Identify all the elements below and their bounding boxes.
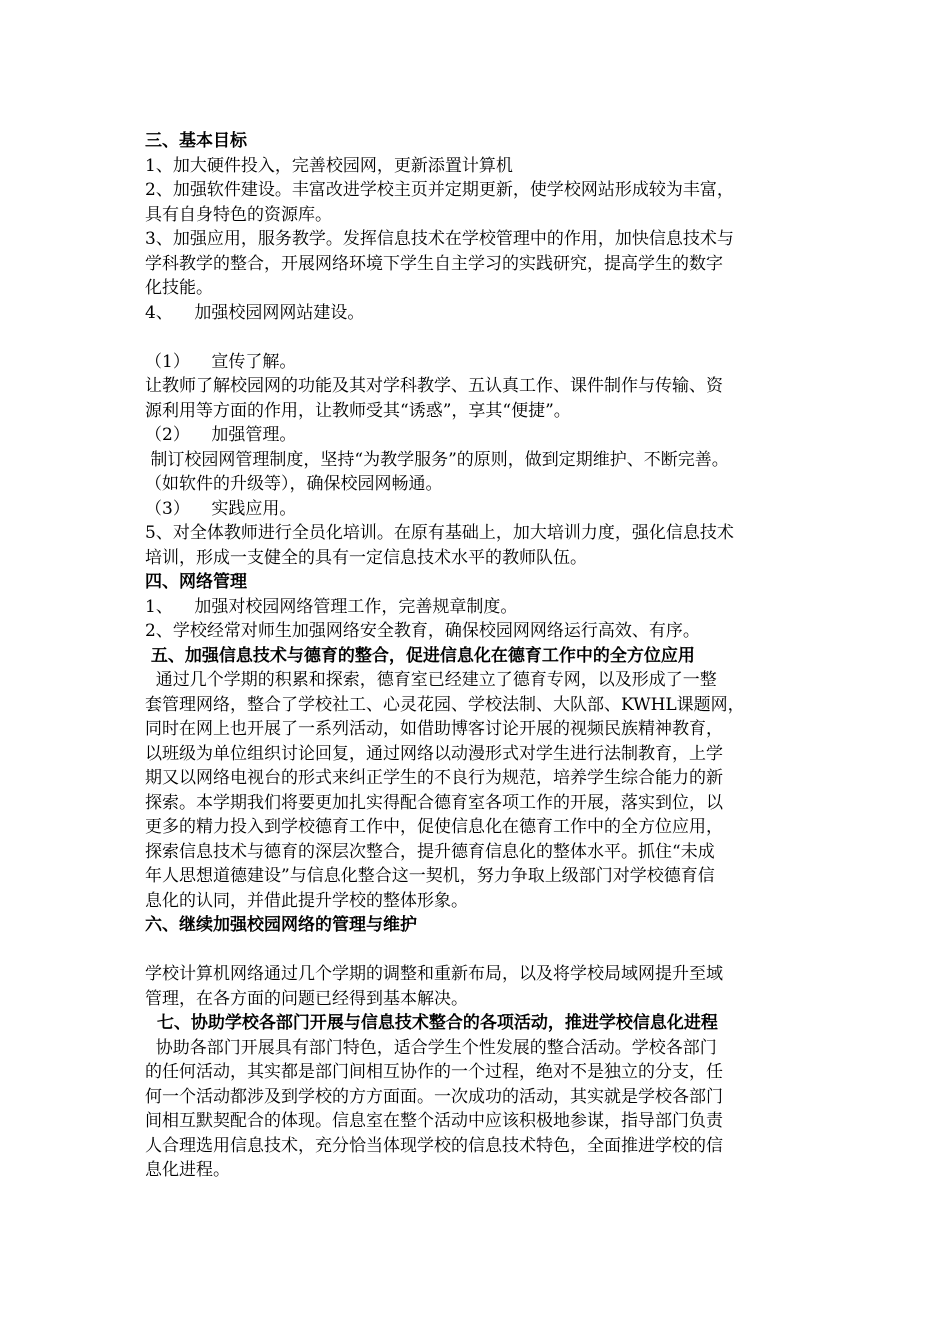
blank-line (145, 938, 825, 963)
section-3-sub-2-text-line-1: 制订校园网管理制度，坚持“为教学服务”的原则，做到定期维护、不断完善。 (145, 449, 729, 470)
section-3-item-5-line-2: 培训，形成一支健全的具有一定信息技术水平的教师队伍。 (145, 547, 587, 568)
section-3-sub-3: （3） 实践应用。 (145, 498, 297, 519)
section-3-heading: 三、基本目标 (145, 131, 247, 151)
section-7-line: 的任何活动，其实都是部门间相互协作的一个过程，绝对不是独立的分支，任 (145, 1062, 723, 1082)
section-3-sub-1-text-line-1: 让教师了解校园网的功能及其对学科教学、五认真工作、课件制作与传输、资 (145, 376, 723, 396)
section-3-item-3-line-2: 学科教学的整合，开展网络环境下学生自主学习的实践研究，提高学生的数字 (145, 253, 723, 274)
section-6-line-2: 管理，在各方面的问题已经得到基本解决。 (145, 988, 468, 1009)
section-4-heading: 四、网络管理 (145, 572, 247, 592)
section-4-item-2: 2、学校经常对师生加强网络安全教育，确保校园网网络运行高效、有序。 (145, 621, 700, 641)
section-5-line: 同时在网上也开展了一系列活动，如借助博客讨论开展的视频民族精神教育， (145, 719, 723, 739)
section-6-line-1: 学校计算机网络通过几个学期的调整和重新布局，以及将学校局域网提升至域 (145, 964, 723, 984)
section-3-sub-2: （2） 加强管理。 (145, 425, 297, 445)
blank-line (145, 325, 825, 350)
section-3-item-1: 1、加大硬件投入，完善校园网，更新添置计算机 (145, 155, 513, 176)
section-5-line: 息化的认同，并借此提升学校的整体形象。 (145, 890, 468, 911)
section-5-heading: 五、加强信息技术与德育的整合，促进信息化在德育工作中的全方位应用 (145, 645, 695, 666)
section-7-line: 何一个活动都涉及到学校的方方面面。一次成功的活动，其实就是学校各部门 (145, 1086, 723, 1107)
section-7-line: 人合理选用信息技术，充分恰当体现学校的信息技术特色，全面推进学校的信 (145, 1135, 723, 1156)
section-5-line: 通过几个学期的积累和探索，德育室已经建立了德育专网，以及形成了一整 (145, 670, 717, 690)
section-3-item-3-line-3: 化技能。 (145, 278, 213, 298)
section-3-sub-1-text-line-2: 源利用等方面的作用，让教师受其“诱惑”，享其“便捷”。 (145, 400, 571, 421)
section-7-line: 协助各部门开展具有部门特色，适合学生个性发展的整合活动。学校各部门 (145, 1037, 717, 1058)
document-page (145, 129, 825, 1183)
section-3-item-4: 4、 加强校园网网站建设。 (145, 302, 365, 323)
section-3-item-5-line-1: 5、对全体教师进行全员化培训。在原有基础上，加大培训力度，强化信息技术 (145, 523, 734, 543)
section-7-heading: 七、协助学校各部门开展与信息技术整合的各项活动，推进学校信息化进程 (145, 1013, 718, 1033)
section-5-line: 年人思想道德建设”与信息化整合这一契机，努力争取上级部门对学校德育信 (145, 866, 715, 886)
section-6-heading: 六、继续加强校园网络的管理与维护 (145, 915, 417, 935)
section-5-line: 期又以网络电视台的形式来纠正学生的不良行为规范，培养学生综合能力的新 (145, 768, 723, 788)
section-5-line: 套管理网络，整合了学校社工、心灵花园、学校法制、大队部、KWHL课题网， (145, 694, 745, 715)
section-3-item-3-line-1: 3、加强应用，服务教学。发挥信息技术在学校管理中的作用，加快信息技术与 (145, 229, 734, 249)
section-3-sub-1: （1） 宣传了解。 (145, 351, 297, 372)
section-3-item-2-line-2: 具有自身特色的资源库。 (145, 204, 332, 225)
section-3-sub-2-text-line-2: （如软件的升级等），确保校园网畅通。 (145, 474, 443, 494)
section-5-line: 以班级为单位组织讨论回复，通过网络以动漫形式对学生进行法制教育，上学 (145, 743, 723, 764)
section-4-item-1: 1、 加强对校园网络管理工作，完善规章制度。 (145, 596, 518, 617)
section-5-line: 探索信息技术与德育的深层次整合，提升德育信息化的整体水平。抓住“未成 (145, 841, 715, 862)
section-5-line: 更多的精力投入到学校德育工作中，促使信息化在德育工作中的全方位应用， (145, 817, 723, 837)
section-7-line: 息化进程。 (145, 1160, 230, 1180)
section-7-line: 间相互默契配合的体现。信息室在整个活动中应该积极地参谋，指导部门负责 (145, 1111, 723, 1131)
section-5-line: 探索。本学期我们将要更加扎实得配合德育室各项工作的开展，落实到位，以 (145, 792, 723, 813)
section-3-item-2-line-1: 2、加强软件建设。丰富改进学校主页并定期更新，使学校网站形成较为丰富， (145, 180, 734, 200)
